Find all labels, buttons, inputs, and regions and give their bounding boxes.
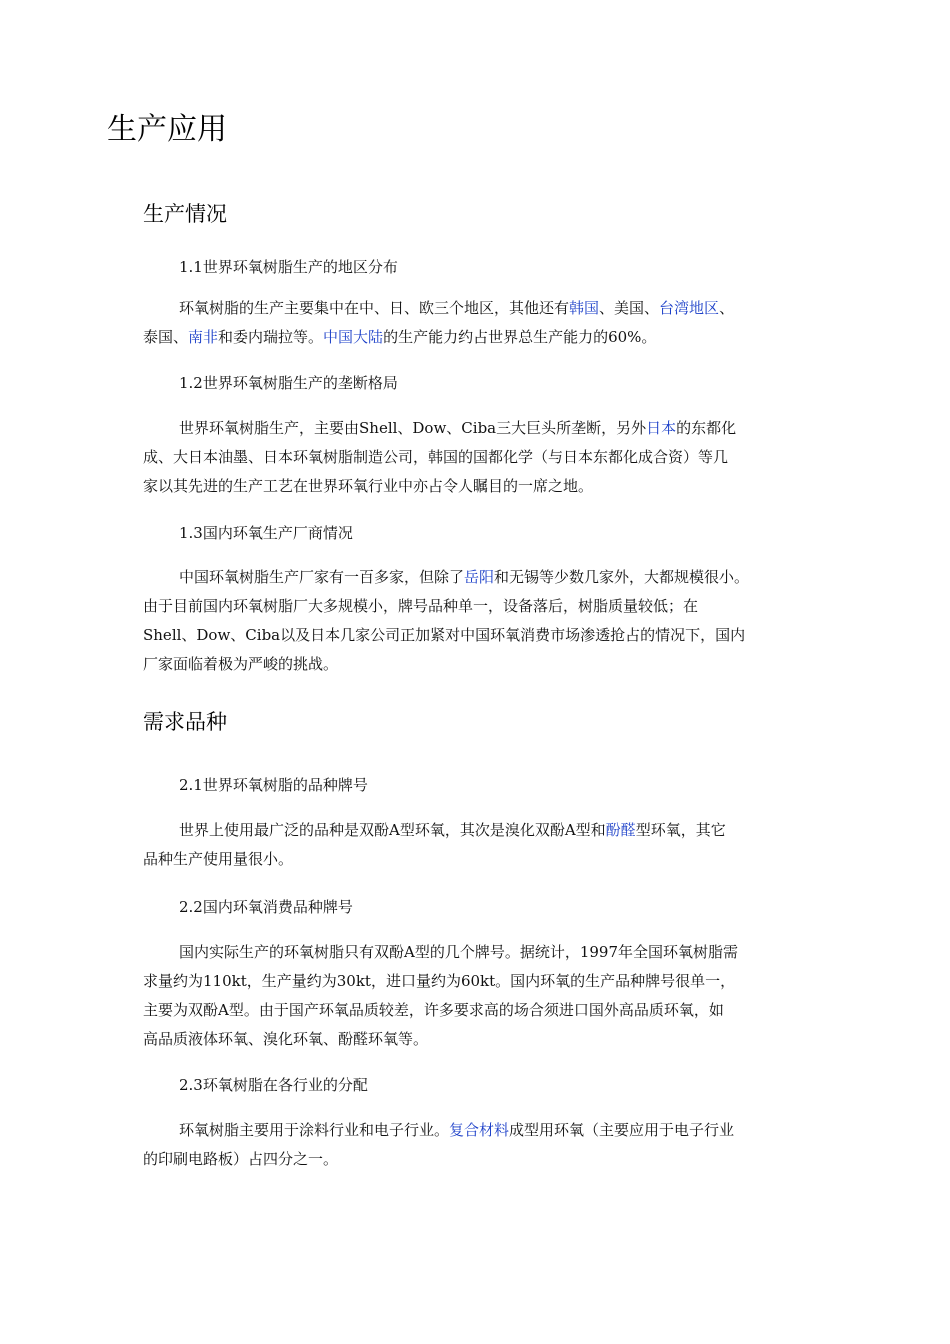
paragraph-line: 高品质液体环氧、溴化环氧、酚醛环氧等。 [143, 1030, 429, 1048]
paragraph-2-3 [143, 1116, 823, 1174]
paragraph-line: 的印刷电路板）占四分之一。 [143, 1150, 339, 1168]
paragraph-2-1 [143, 816, 823, 874]
text-run: 、 [719, 299, 735, 317]
paragraph-2-2 [143, 938, 823, 1054]
text-run: 环氧树脂的生产主要集中在中、日、欧三个地区，其他还有 [179, 299, 570, 317]
subsection-title-1-2: 1.2世界环氧树脂生产的垄断格局 [179, 374, 398, 392]
paragraph-line [143, 294, 823, 323]
link-composite-materials[interactable]: 复合材料 [449, 1121, 510, 1139]
paragraph-line [143, 563, 823, 592]
link-japan[interactable]: 日本 [646, 419, 677, 437]
paragraph-line: 成、大日本油墨、日本环氧树脂制造公司，韩国的国都化学（与日本东都化成合资）等几 [143, 448, 729, 466]
text-run: 成型用环氧（主要应用于电子行业 [509, 1121, 735, 1139]
text-run: 世界环氧树脂生产，主要由Shell、Dow、Ciba三大巨头所垄断，另外 [179, 419, 647, 437]
paragraph-line: 厂家面临着极为严峻的挑战。 [143, 655, 339, 673]
text-run: 、美国、 [599, 299, 660, 317]
link-mainland-china[interactable]: 中国大陆 [323, 328, 384, 346]
section-heading-production: 生产情况 [143, 202, 227, 226]
text-run: 型环氧，其它 [635, 821, 726, 839]
link-taiwan-region[interactable]: 台湾地区 [659, 299, 720, 317]
paragraph-1-2 [143, 414, 823, 501]
text-run: 世界上使用最广泛的品种是双酚A型环氧，其次是溴化双酚A型和 [179, 821, 606, 839]
link-yueyang[interactable]: 岳阳 [464, 568, 495, 586]
paragraph-line: Shell、Dow、Ciba以及日本几家公司正加紧对中国环氧消费市场渗透抢占的情况下，国内 [143, 626, 746, 644]
text-run: 和委内瑞拉等。 [218, 328, 324, 346]
page-title: 生产应用 [107, 112, 227, 147]
section-heading-demand: 需求品种 [143, 710, 227, 734]
subsection-title-2-2: 2.2国内环氧消费品种牌号 [179, 898, 353, 916]
link-korea[interactable]: 韩国 [569, 299, 600, 317]
subsection-title-1-3: 1.3国内环氧生产厂商情况 [179, 524, 353, 542]
text-run: 中国环氧树脂生产厂家有一百多家，但除了 [179, 568, 465, 586]
paragraph-line: 品种生产使用量很小。 [143, 850, 294, 868]
paragraph-line [143, 323, 823, 352]
link-south-africa[interactable]: 南非 [188, 328, 219, 346]
text-run: 的东都化 [676, 419, 737, 437]
text-run: 泰国、 [143, 328, 189, 346]
paragraph-1-1 [143, 294, 823, 352]
paragraph-line: 主要为双酚A型。由于国产环氧品质较差，许多要求高的场合须进口国外高品质环氧，如 [143, 1001, 724, 1019]
text-run: 环氧树脂主要用于涂料行业和电子行业。 [179, 1121, 450, 1139]
paragraph-line [143, 414, 823, 443]
paragraph-line [143, 1116, 823, 1145]
paragraph-line: 家以其先进的生产工艺在世界环氧行业中亦占令人瞩目的一席之地。 [143, 477, 594, 495]
subsection-title-2-1: 2.1世界环氧树脂的品种牌号 [179, 776, 368, 794]
subsection-title-2-3: 2.3环氧树脂在各行业的分配 [179, 1076, 368, 1094]
paragraph-line: 国内实际生产的环氧树脂只有双酚A型的几个牌号。据统计，1997年全国环氧树脂需 [179, 943, 739, 961]
subsection-title-1-1: 1.1世界环氧树脂生产的地区分布 [179, 258, 398, 276]
paragraph-line [143, 816, 823, 845]
text-run: 的生产能力约占世界总生产能力的60%。 [383, 328, 657, 346]
text-run: 和无锡等少数几家外，大都规模很小。 [494, 568, 750, 586]
paragraph-line: 由于目前国内环氧树脂厂大多规模小，牌号品种单一，设备落后，树脂质量较低；在 [143, 597, 699, 615]
paragraph-1-3 [143, 563, 823, 679]
link-phenolic-aldehyde[interactable]: 酚醛 [605, 821, 636, 839]
paragraph-line: 求量约为110kt，生产量约为30kt，进口量约为60kt。国内环氧的生产品种牌号很单一， [143, 972, 736, 990]
